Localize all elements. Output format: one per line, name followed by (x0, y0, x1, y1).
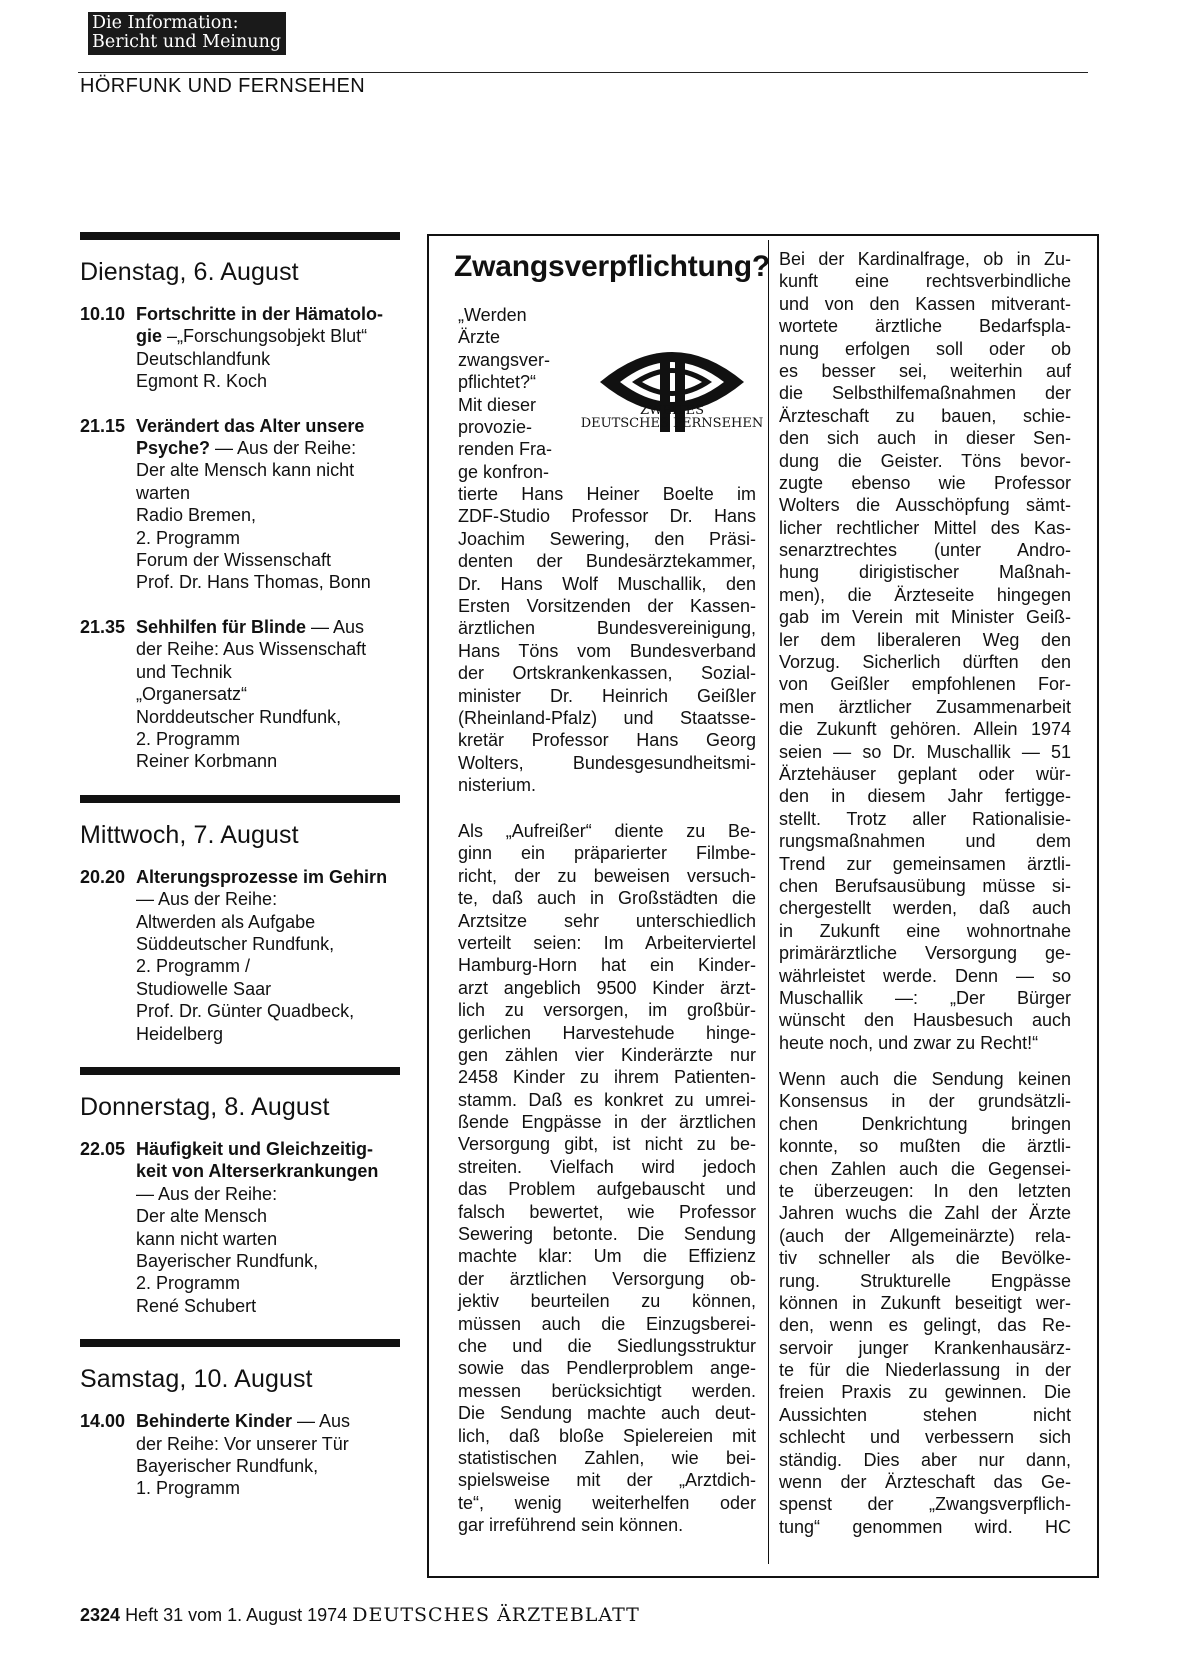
day-block (80, 1067, 400, 1317)
article-text-line: seien — so Dr. Muschallik — 51 (779, 741, 1071, 762)
program-detail-line: — Aus der Reihe: (136, 1183, 278, 1204)
article-paragraph-4 (779, 1068, 1071, 1538)
article-text-line: denten der Bundesärztekammer, (458, 551, 756, 572)
article-text-line: streiten. Vielfach wird jedoch (458, 1156, 756, 1177)
article-text-line: von Geißler empfohlenen For- (779, 674, 1071, 695)
department-label-line1: Die Information: (92, 13, 239, 33)
article-text-line: Hamburg-Horn hat ein Kinder- (458, 955, 756, 976)
day-heading: Samstag, 10. August (80, 1365, 313, 1394)
program-detail-line: und Technik (136, 661, 232, 682)
program-detail-line: Deutschlandfunk (136, 348, 271, 369)
day-separator-bar (80, 1339, 400, 1347)
program-title-text: Alterungsprozesse im Gehirn (136, 866, 388, 887)
article-text-line: men), die Ärzteseite hingegen (779, 584, 1071, 605)
program-title (136, 1138, 400, 1160)
program-detail-line: Bayerischer Rundfunk, (136, 1251, 319, 1271)
program-title-text: keit von Alterserkrankungen (136, 1161, 379, 1182)
article-text-line: men ärztlicher Zusammenarbeit (779, 696, 1071, 717)
day-heading: Donnerstag, 8. August (80, 1092, 330, 1121)
article-text-line: Muschallik —: „Der Bürger (779, 987, 1071, 1008)
program-detail-line: René Schubert (136, 1295, 257, 1316)
article-paragraph-3 (779, 248, 1071, 1054)
program-title-text: Verändert das Alter unsere (136, 415, 365, 436)
article-text-line: können in Zukunft beseitigt wer- (779, 1292, 1071, 1313)
article-text-line: gerlichen Harvestehude hinge- (458, 1022, 756, 1043)
article-text-line: den, wenn es gelingt, das Re- (779, 1315, 1071, 1336)
article-text-line: Mit dieser (458, 394, 537, 415)
program-title (136, 1160, 400, 1182)
article-text-line: spenst der „Zwangsverpflich- (779, 1494, 1071, 1515)
program-title (136, 415, 400, 437)
article-text-line: Aussichten stehen nicht (779, 1404, 1071, 1425)
program-time (80, 325, 136, 347)
article-text-line: heute noch, und zwar zu Recht!“ (779, 1032, 1039, 1053)
department-label-line2: Bericht und Meinung (92, 32, 282, 52)
program-title-line (80, 437, 400, 459)
program-time (80, 437, 136, 459)
program-entry (80, 1138, 400, 1317)
article-text-line: Ersten Vorsitzenden der Kassen- (458, 595, 756, 616)
program-entry (80, 415, 400, 594)
article-text-line: sowie das Pendlerproblem ange- (458, 1358, 756, 1379)
program-detail-line: der Reihe: Aus Wissenschaft (136, 639, 367, 660)
article-text-line: chen Zahlen auch die Gegensei- (779, 1158, 1071, 1179)
article-text-line: dung die Geister. Töns bevor- (779, 450, 1071, 471)
article-text-line: Trend zur gemeinsamen ärztli- (779, 853, 1071, 874)
article-text-line: te überzeugen: In den letzten (779, 1180, 1071, 1201)
program-title-text: Häufigkeit und Gleichzeitig- (136, 1138, 374, 1159)
article-text-line: ZDF-Studio Professor Dr. Hans (458, 506, 756, 527)
article-text-line: müssen auch die Einzugsberei- (458, 1313, 756, 1334)
header-rule (78, 72, 1088, 73)
program-title-tail: — Aus der Reihe: (210, 438, 357, 459)
program-time: 21.35 (80, 616, 126, 637)
program-schedule (80, 232, 400, 1522)
article-text-line: rungsmaßnahmen und dem (779, 831, 1071, 852)
program-entry (80, 303, 400, 393)
article-text-line: Konsensus in der grundsätzli- (779, 1091, 1071, 1112)
day-heading: Mittwoch, 7. August (80, 820, 299, 849)
program-title-tail: –„Forschungsobjekt Blut“ (162, 326, 368, 347)
article-text-line: den in diesem Jahr fertigge- (779, 786, 1071, 807)
program-time: 22.05 (80, 1138, 126, 1159)
program-detail-line: Forum der Wissenschaft (136, 550, 332, 571)
article-text-line: falsch bewertet, wie Professor (458, 1201, 756, 1222)
program-details (80, 348, 400, 393)
article-text-line: Ärztehäuser geplant oder wür- (779, 763, 1071, 784)
program-title-text: Fortschritte in der Hämatolo- (136, 304, 384, 324)
program-details (80, 1183, 400, 1317)
article-text-line: te, daß auch in Großstädten die (458, 888, 756, 909)
article-text-line: zugte ebenso wie Professor (779, 472, 1071, 493)
article-text-line: kunft eine rechtsverbindliche (779, 271, 1071, 292)
article-text-line: (Rheinland-Pfalz) und Staatsse- (458, 707, 756, 728)
article-text-line: ginn ein präparierter Filmbe- (458, 843, 756, 864)
article-text-line: Vorzug. Sicherlich dürften den (779, 652, 1071, 673)
program-detail-line: Prof. Dr. Hans Thomas, Bonn (136, 572, 371, 593)
article-text-line: Wolters die Ausschöpfung sämt- (779, 495, 1071, 516)
article-text-line: ständig. Dies aber nur dann, (779, 1449, 1071, 1470)
article-text-line: Wenn auch die Sendung keinen (779, 1069, 1071, 1089)
program-time: 10.10 (80, 304, 126, 324)
program-title-line (80, 616, 400, 638)
article-text-line: provozie- (458, 416, 533, 437)
program-detail-line: Studiowelle Saar (136, 978, 272, 999)
article-text-line: ßende Engpässe in der ärztlichen (458, 1112, 756, 1133)
program-title-tail: — Aus (292, 1411, 351, 1432)
day-block (80, 1339, 400, 1500)
program-detail-line: 2. Programm (136, 728, 241, 749)
program-detail-line: — Aus der Reihe: (136, 889, 278, 910)
article-text-line: „Werden (458, 305, 527, 325)
article-text-line: ge konfron- (458, 461, 550, 482)
program-title (136, 437, 400, 459)
program-title-line (80, 1410, 400, 1432)
article-text-line: Sewering betonte. Die Sendung (458, 1224, 756, 1245)
program-title (136, 616, 400, 638)
program-detail-line: Bayerischer Rundfunk, (136, 1456, 319, 1477)
article-text-line: ler dem liberaleren Weg den (779, 629, 1071, 650)
program-detail-line: Der alte Mensch kann nicht (136, 460, 355, 481)
article-text-line: stellt. Trotz aller Rationalisie- (779, 808, 1071, 829)
program-detail-line: der Reihe: Vor unserer Tür (136, 1433, 349, 1454)
article-text-line: nisterium. (458, 775, 537, 796)
article-text-line: Bei der Kardinalfrage, ob in Zu- (779, 249, 1071, 269)
article-text-line: spielsweise mit der „Arztdich- (458, 1470, 756, 1491)
article-text-line: licher rechtlicher Mittel des Kas- (779, 517, 1071, 538)
program-detail-line: Radio Bremen, (136, 505, 257, 526)
section-title: HÖRFUNK UND FERNSEHEN (80, 75, 366, 97)
program-detail-line: 2. Programm (136, 527, 241, 548)
page-number: 2324 (80, 1605, 121, 1625)
article-text-line: chen Denkrichtung bringen (779, 1113, 1071, 1134)
day-separator-bar (80, 795, 400, 803)
program-title (136, 325, 400, 347)
program-time: 20.20 (80, 866, 126, 887)
program-detail-line: 1. Programm (136, 1478, 241, 1499)
program-title-text: Behinderte Kinder (136, 1411, 293, 1432)
program-detail-line: Heidelberg (136, 1023, 224, 1044)
logo-text-line2: DEUTSCHES FERNSEHEN (580, 416, 764, 431)
article-text-line: lich zu versorgen, im großbür- (458, 1000, 756, 1021)
article-text-line: ärztlichen Bundesvereinigung, (458, 618, 756, 639)
article-text-line: chergestellt werden, daß auch (779, 898, 1071, 919)
program-details (80, 1433, 400, 1500)
program-detail-line: 2. Programm (136, 1273, 241, 1294)
journal-name: DEUTSCHES ÄRZTEBLATT (352, 1604, 640, 1626)
article-text-line: primärärztliche Versorgung ge- (779, 943, 1071, 964)
article-paragraph-1 (458, 483, 756, 796)
article-text-line: statistischen Zahlen, wie bei- (458, 1447, 756, 1468)
article-text-line: Ärzte (458, 327, 501, 348)
article-text-line: machte klar: Um die Effizienz (458, 1246, 756, 1267)
program-title (136, 303, 400, 325)
article-text-line: te“, wenig weiterhelfen oder (458, 1492, 756, 1513)
article-text-line: konnte, so mußten die ärztli- (779, 1136, 1071, 1157)
program-detail-line: Süddeutscher Rundfunk, (136, 933, 335, 954)
article-text-line: Ärzteschaft zu bauen, schie- (779, 405, 1071, 426)
article-text-line: nung erfolgen soll oder ob (779, 338, 1071, 359)
article-text-line: das Problem aufgebauscht und (458, 1179, 756, 1200)
zdf-logo (572, 334, 772, 459)
article-paragraph-2 (458, 820, 756, 1537)
program-time: 14.00 (80, 1411, 126, 1432)
program-title-tail: — Aus (306, 616, 365, 637)
article-text-line: rung. Strukturelle Engpässe (779, 1270, 1071, 1291)
program-entry (80, 866, 400, 1045)
day-heading: Dienstag, 6. August (80, 258, 299, 286)
program-detail-line: Altwerden als Aufgabe (136, 911, 316, 932)
article-text-line: gen zählen vier Kinderärzte nur (458, 1044, 756, 1065)
article-text-line: servoir junger Krankenhausärz- (779, 1337, 1071, 1358)
article-headline: Zwangsverpflichtung? (454, 250, 771, 283)
program-detail-line: warten (136, 482, 191, 503)
article-text-line: stamm. Daß es konkret zu umrei- (458, 1089, 756, 1110)
program-detail-line: Der alte Mensch (136, 1206, 268, 1227)
article-text-line: renden Fra- (458, 439, 553, 460)
article-text-line: Versorgung gibt, ist nicht zu be- (458, 1134, 756, 1155)
article-text-line: freien Praxis zu gewinnen. Die (779, 1382, 1071, 1403)
article-text-line: wünscht den Hausbesuch auch (779, 1010, 1071, 1031)
program-detail-line: Egmont R. Koch (136, 371, 268, 392)
article-text-line: lich, daß bloße Spielereien mit (458, 1425, 756, 1446)
article-text-line: kretär Professor Hans Georg (458, 730, 756, 751)
article-text-line: Wolters, Bundesgesundheitsmi- (458, 752, 756, 773)
article-text-line: die Zukunft gehören. Allein 1974 (779, 719, 1071, 740)
program-title (136, 866, 400, 888)
article-text-line: tung“ genommen wird. HC (779, 1516, 1071, 1537)
article-text-line: chen Berufsausübung müsse si- (779, 875, 1071, 896)
program-title-text: Sehhilfen für Blinde (136, 616, 307, 637)
program-detail-line: Prof. Dr. Günter Quadbeck, (136, 1001, 355, 1022)
department-label (88, 12, 286, 55)
article-text-line: der Ortskrankenkassen, Sozial- (458, 663, 756, 684)
program-title-line (80, 1138, 400, 1160)
article-text-line: hung dirigistischer Maßnah- (779, 562, 1071, 583)
article-text-line: wenn der Ärzteschaft das Ge- (779, 1472, 1071, 1493)
program-title (136, 1410, 400, 1432)
program-title-line (80, 303, 400, 325)
article-text-line: in Zukunft eine wohnortnahe (779, 920, 1071, 941)
article-text-line: Jahren wuchs die Zahl der Ärzte (779, 1203, 1071, 1224)
program-title-line (80, 415, 400, 437)
article-text-line: schlecht und verbessern sich (779, 1427, 1071, 1448)
article-text-line: Joachim Sewering, den Präsi- (458, 528, 756, 549)
article-text-line: es besser sei, weiterhin auf (779, 360, 1071, 381)
article-text-line: tiv schneller als die Bevölke- (779, 1248, 1071, 1269)
program-entry (80, 1410, 400, 1500)
program-details (80, 459, 400, 593)
article-text-line: jektiv beurteilen zu können, (458, 1291, 756, 1312)
program-detail-line: Norddeutscher Rundfunk, (136, 706, 342, 727)
logo-text-line1: ZWEITES (639, 403, 705, 418)
page-footer (80, 1604, 640, 1626)
article-text-line: währleistet werde. Denn — so (779, 965, 1071, 986)
article-text-line: der ärztlichen Versorgung ob- (458, 1268, 756, 1289)
article-text-line: wortete ärztliche Bedarfspla- (779, 316, 1071, 337)
article-text-line: den sich auch in dieser Sen- (779, 428, 1071, 449)
program-detail-line: „Organersatz“ (136, 684, 248, 705)
day-block (80, 232, 400, 773)
article-text-line: messen berücksichtigt werden. (458, 1380, 756, 1401)
day-block (80, 795, 400, 1045)
article-text-line: che und die Siedlungsstruktur (458, 1335, 756, 1356)
program-details (80, 638, 400, 772)
article-text-line: richt, der zu beweisen versuch- (458, 865, 756, 886)
article-text-line: 2458 Kinder zu ihrem Patienten- (458, 1067, 756, 1088)
program-entry (80, 616, 400, 773)
program-details (80, 888, 400, 1045)
article-text-line: gab im Verein mit Minister Geiß- (779, 607, 1071, 628)
article-text-line: Hans Töns vom Bundesverband (458, 640, 756, 661)
article-intro (458, 304, 562, 483)
program-time: 21.15 (80, 415, 126, 436)
article-text-line: und von den Kassen mitverant- (779, 293, 1071, 314)
program-title-text: gie (136, 326, 163, 347)
article-text-line: die Selbsthilfemaßnahmen der (779, 383, 1071, 404)
article-text-line: gar irreführend sein können. (458, 1515, 684, 1536)
article-text-line: zwangsver- (458, 349, 551, 370)
article-text-line: (auch der Allgemeinärzte) rela- (779, 1225, 1071, 1246)
program-detail-line: Reiner Korbmann (136, 751, 278, 772)
article-text-line: Arztsitze sehr unterschiedlich (458, 910, 756, 931)
article-text-line: Dr. Hans Wolf Muschallik, den (458, 573, 756, 594)
program-detail-line: 2. Programm / (136, 956, 251, 977)
article-text-line: te für die Niederlassung in der (779, 1360, 1071, 1381)
article-text-line: minister Dr. Heinrich Geißler (458, 685, 756, 706)
article-text-line: Die Sendung machte auch deut- (458, 1403, 756, 1424)
article-text-line: senarztrechtes (unter Andro- (779, 540, 1071, 561)
day-separator-bar (80, 1067, 400, 1075)
program-title-line (80, 1160, 400, 1182)
article-text-line: Als „Aufreißer“ diente zu Be- (458, 821, 756, 841)
article-text-line: verteilt seien: Im Arbeiterviertel (458, 932, 756, 953)
program-title-text: Psyche? (136, 438, 211, 459)
day-separator-bar (80, 232, 400, 240)
article-text-line: arzt angeblich 9500 Kinder ärzt- (458, 977, 756, 998)
issue-info: Heft 31 vom 1. August 1974 (125, 1605, 348, 1625)
program-detail-line: kann nicht warten (136, 1228, 278, 1249)
program-time (80, 1160, 136, 1182)
article-text-line: tierte Hans Heiner Boelte im (458, 484, 756, 504)
program-title-line (80, 866, 400, 888)
program-title-line (80, 325, 400, 347)
article-text-line: pflichtet?“ (458, 372, 537, 393)
